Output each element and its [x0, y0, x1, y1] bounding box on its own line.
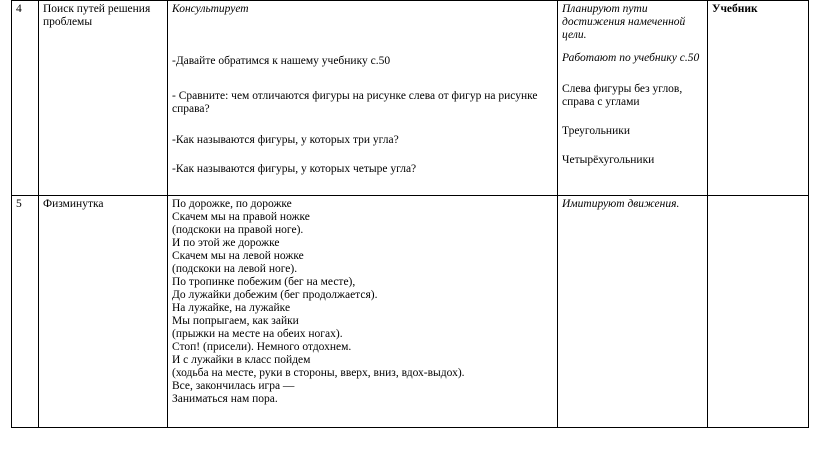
students-activity-title: Планируют пути достижения намеченной цели. [562, 3, 686, 41]
students-activity-cell: Имитируют движения. [558, 196, 708, 428]
teacher-line: -Как называются фигуры, у которых четыре угла? [172, 163, 417, 175]
row-number: 5 [12, 196, 39, 428]
poem-line: Скачем мы на правой ножке [172, 211, 310, 223]
teacher-activity-title: Консультирует [172, 3, 249, 15]
table-row [12, 1, 809, 196]
table-row [12, 196, 809, 428]
poem-line: На лужайке, на лужайке [172, 302, 291, 314]
lesson-plan-table [11, 0, 809, 428]
teacher-line: -Как называются фигуры, у которых три угла? [172, 134, 399, 146]
poem-line: (подскоки на левой ноге). [172, 263, 298, 275]
poem-line: Заниматься нам пора. [172, 393, 278, 405]
resource-cell [708, 196, 809, 428]
poem-line: По дорожке, по дорожке [172, 198, 292, 210]
students-line: Треугольники [562, 125, 630, 137]
poem-line: Скачем мы на левой ножке [172, 250, 304, 262]
poem-line: (подскоки на правой ноге). [172, 224, 304, 236]
students-line: Работают по учебнику с.50 [562, 52, 700, 64]
row-number: 4 [12, 1, 39, 196]
students-line: Четырёхугольники [562, 154, 655, 166]
resource-cell: Учебник [708, 1, 809, 196]
stage-name: Поиск путей решения проблемы [39, 1, 168, 196]
stage-name: Физминутка [39, 196, 168, 428]
poem-line: Стоп! (присели). Немного отдохнем. [172, 341, 352, 353]
poem-line: По тропинке побежим (бег на месте), [172, 276, 356, 288]
poem-line: И с лужайки в класс пойдем [172, 354, 311, 366]
poem-line: И по этой же дорожке [172, 237, 280, 249]
poem-line: Мы попрыгаем, как зайки [172, 315, 299, 327]
poem-line: Все, закончилась игра — [172, 380, 295, 392]
teacher-line: -Давайте обратимся к нашему учебнику с.50 [172, 55, 391, 67]
students-line: Слева фигуры без углов, справа с углами [562, 83, 683, 108]
poem-line: (ходьба на месте, руки в стороны, вверх, вниз, вдох-выдох). [172, 367, 465, 379]
poem-line: (прыжки на месте на обеих ногах). [172, 328, 343, 340]
poem-cell [168, 196, 558, 428]
poem-line: До лужайки добежим (бег продолжается). [172, 289, 378, 301]
teacher-line: - Сравните: чем отличаются фигуры на рисунке слева от фигур на рисунке справа? [172, 90, 538, 115]
students-activity-cell [558, 1, 708, 196]
teacher-activity-cell [168, 1, 558, 196]
